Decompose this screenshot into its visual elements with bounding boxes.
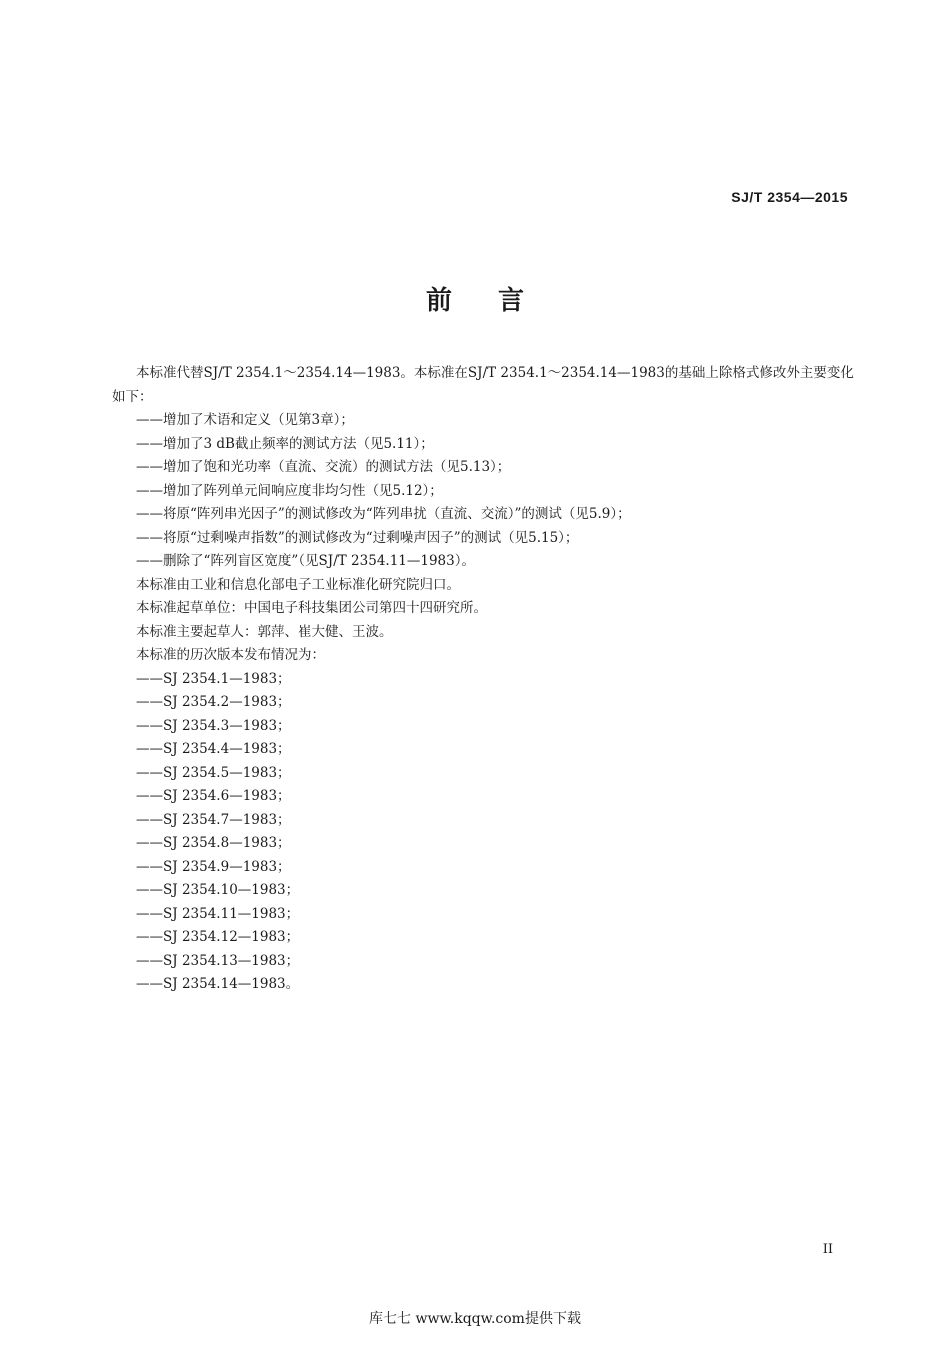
history-item: ——SJ 2354.9—1983； [136,858,291,875]
history-item: ——SJ 2354.6—1983； [136,788,291,804]
history-item: ——SJ 2354.12—1983； [136,929,300,945]
page-title: 前言 [425,286,570,316]
history-item: ——SJ 2354.1—1983； [136,670,291,687]
foreword-body [112,362,857,997]
page-number: II [822,1242,833,1257]
change-item: ——增加了饱和光功率（直流、交流）的测试方法（见5.13）； [136,459,511,475]
change-item: ——增加了阵列单元间响应度非均匀性（见5.12）； [136,482,443,499]
change-item: ——增加了术语和定义（见第3章）； [136,412,354,428]
history-item: ——SJ 2354.5—1983； [136,764,291,781]
history-item: ——SJ 2354.3—1983； [136,717,291,734]
document-code: SJ/T 2354—2015 [731,189,848,205]
history-item: ——SJ 2354.10—1983； [136,882,300,898]
history-list [112,668,857,997]
change-item: ——增加了3 dB截止频率的测试方法（见5.11）； [136,435,434,452]
history-item: ——SJ 2354.2—1983； [136,694,291,710]
statement-centralized-unit: 本标准由工业和信息化部电子工业标准化研究院归口。 [136,576,460,593]
history-item: ——SJ 2354.11—1983； [136,905,300,922]
change-item: ——将原“阵列串光因子”的测试修改为“阵列串扰（直流、交流）”的测试（见5.9）； [136,506,631,522]
history-item: ——SJ 2354.8—1983； [136,835,291,851]
history-item: ——SJ 2354.7—1983； [136,811,291,828]
statement-drafting-unit: 本标准起草单位：中国电子科技集团公司第四十四研究所。 [136,600,487,616]
download-footer: 库七七 www.kqqw.com提供下载 [369,1311,581,1327]
statement-history-intro: 本标准的历次版本发布情况为： [136,647,325,663]
changes-list [112,409,857,574]
change-item: ——删除了“阵列盲区宽度”（见SJ/T 2354.11—1983）。 [136,553,475,569]
history-item: ——SJ 2354.14—1983。 [136,976,300,992]
history-item: ——SJ 2354.13—1983； [136,952,300,969]
statement-drafters: 本标准主要起草人：郭萍、崔大健、王波。 [136,623,393,640]
intro-paragraph: 本标准代替SJ/T 2354.1～2354.14—1983。本标准在SJ/T 2354.1～2354.14—1983的基础上除格式修改外主要变化如下： [112,365,854,405]
history-item: ——SJ 2354.4—1983； [136,741,291,757]
change-item: ——将原“过剩噪声指数”的测试修改为“过剩噪声因子”的测试（见5.15）； [136,529,579,546]
